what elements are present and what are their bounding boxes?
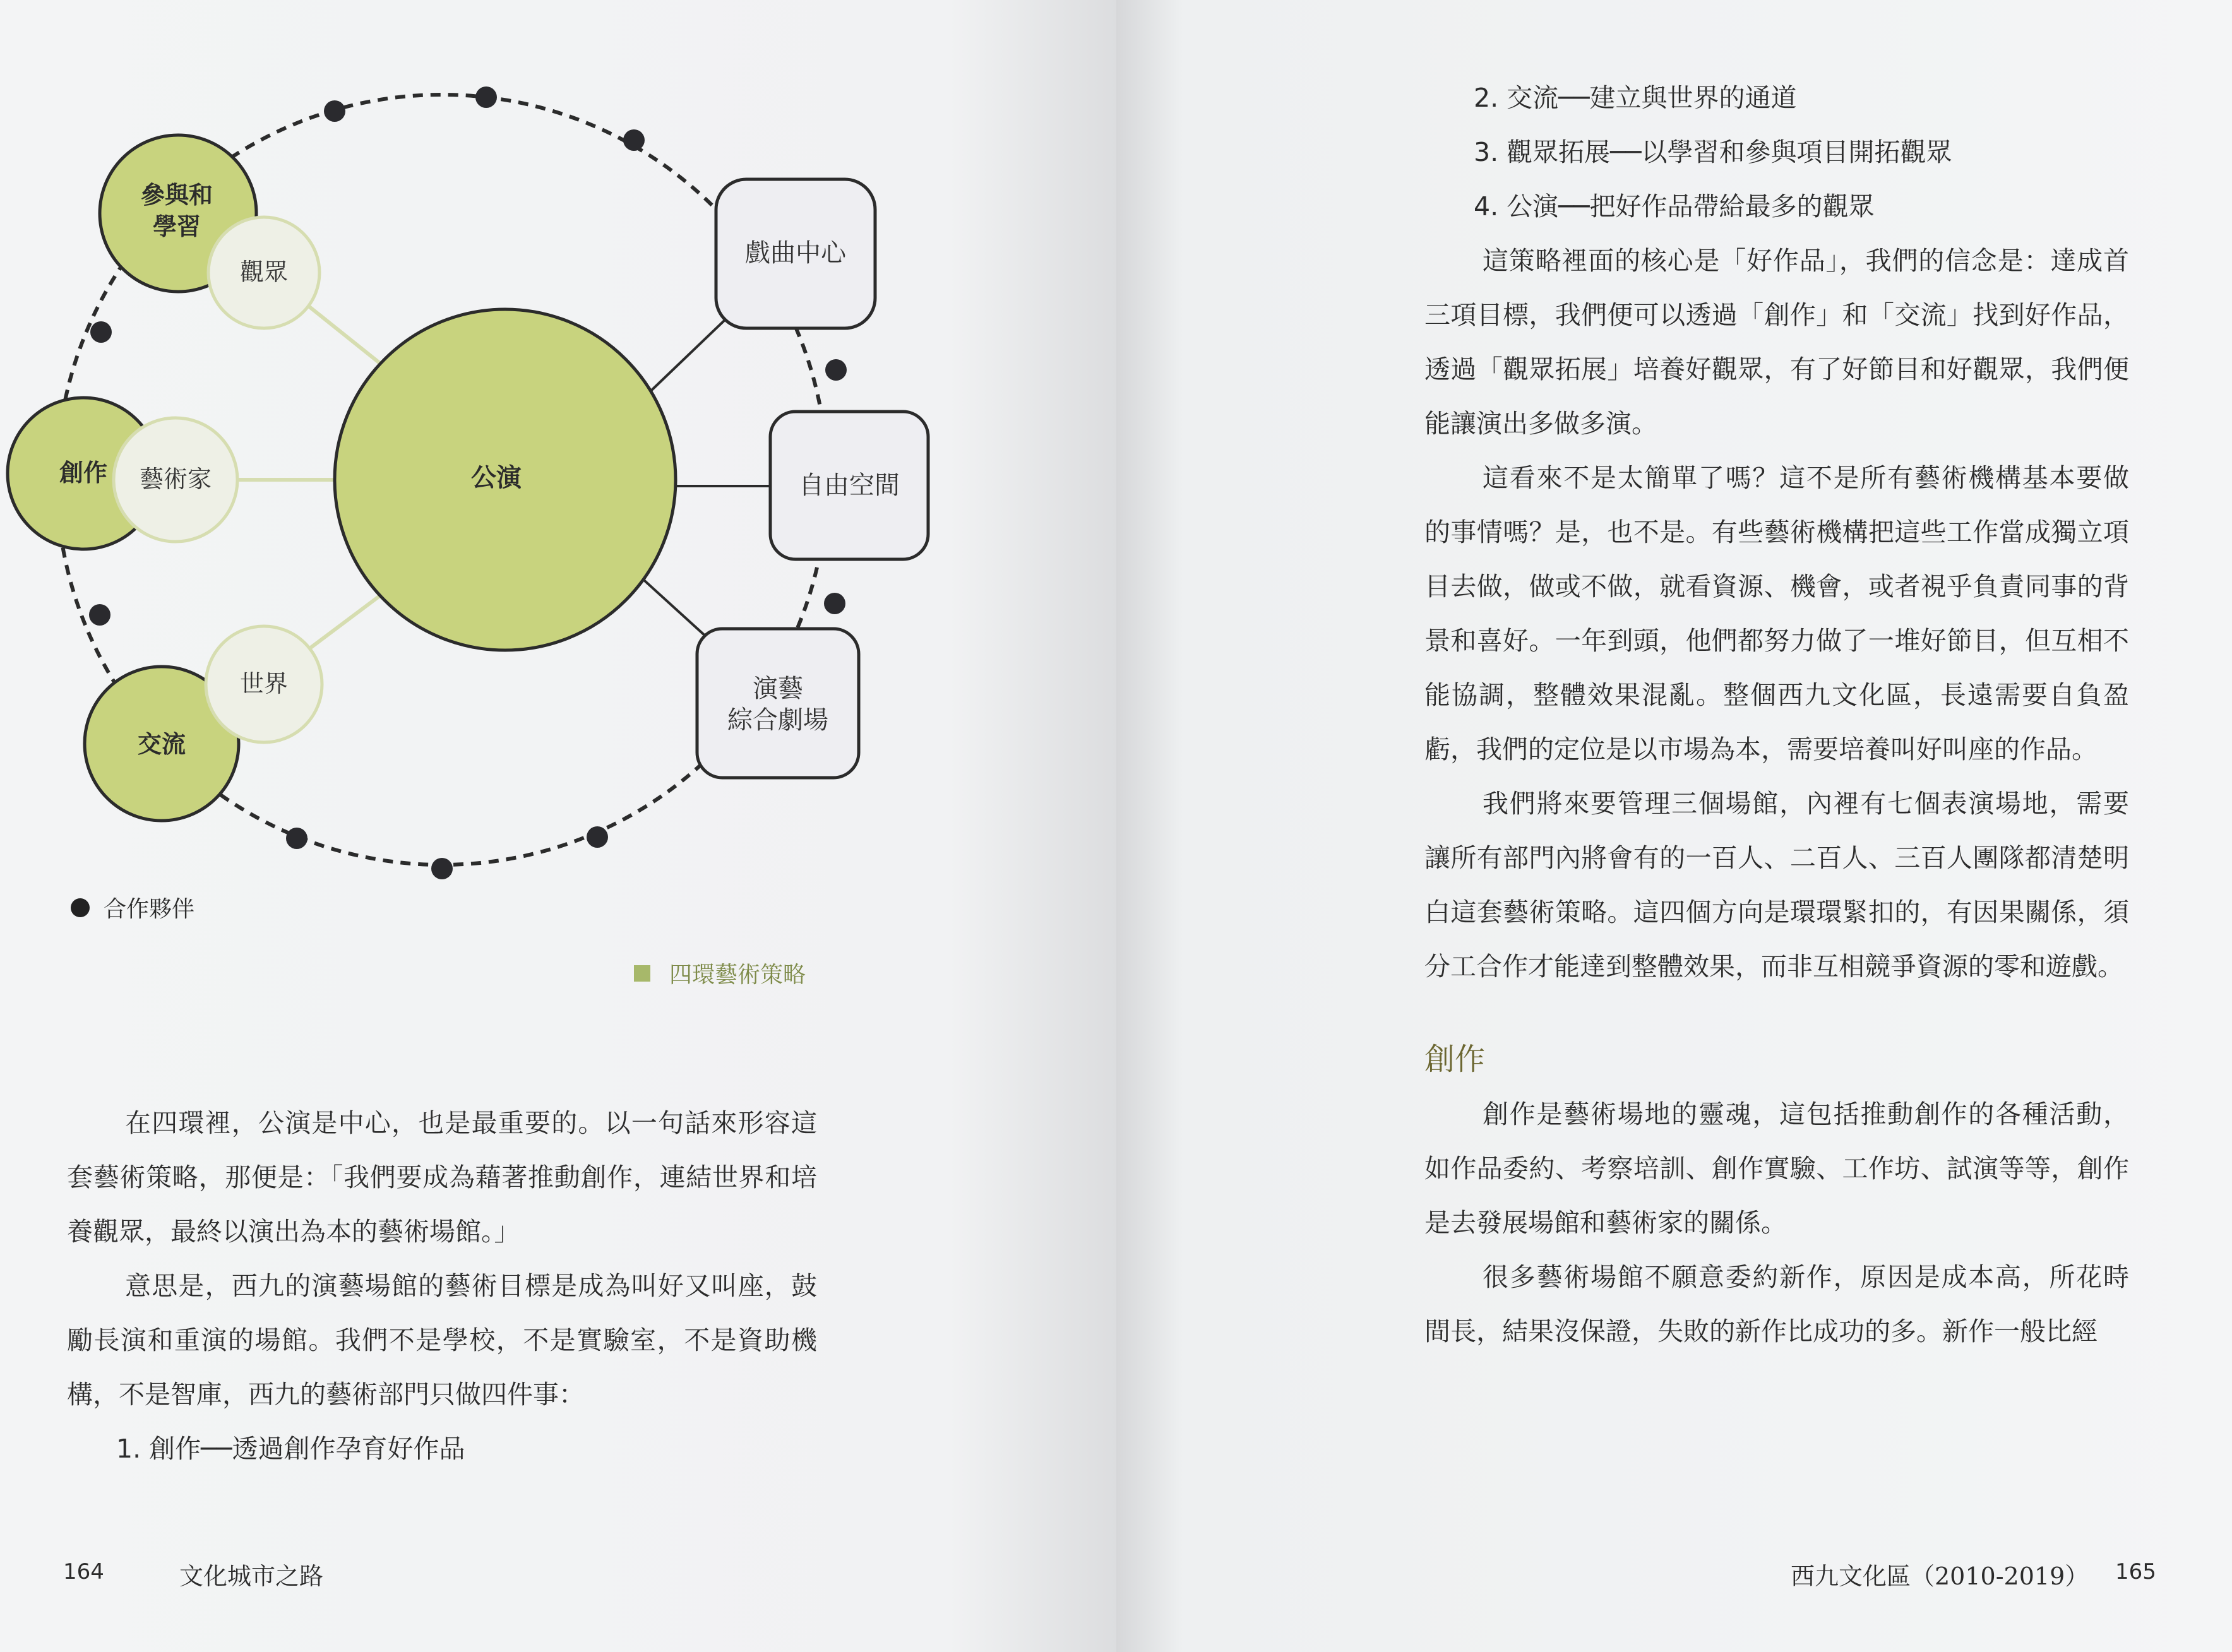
lyric-theatre-label-2: 綜合劇場 [727, 706, 828, 735]
paragraph: 創作是藝術場地的靈魂，這包括推動創作的各種活動，如作品委約、考察培訓、創作實驗、工作坊、試演等等，創作是去發展場館和藝術家的關係。 [1424, 1099, 2129, 1238]
partner-dot [89, 604, 110, 626]
right-page [1116, 0, 2232, 1652]
list-item: 4. 公演──把好作品帶給最多的觀眾 [1474, 191, 1875, 222]
lyric-theatre-box [697, 629, 859, 778]
four-ring-strategy-diagram [0, 0, 1116, 909]
partner-dot [825, 359, 847, 381]
legend [71, 891, 194, 924]
freespace-label: 自由空間 [799, 471, 900, 500]
partner-dot [587, 826, 608, 848]
page-number-right: 165 [2115, 1559, 2156, 1584]
partner-dot [286, 828, 307, 849]
list-item: 1. 創作──透過創作孕育好作品 [116, 1434, 465, 1464]
audience-label: 觀眾 [239, 258, 289, 286]
page-number-left: 164 [63, 1559, 104, 1584]
connector-xiqu [650, 319, 726, 391]
partner-legend-marker [71, 898, 90, 917]
exchange-label: 交流 [137, 730, 186, 758]
figure-caption [634, 957, 806, 989]
list-item: 2. 交流──建立與世界的通道 [1474, 83, 1797, 113]
legend-label: 合作夥伴 [104, 896, 195, 922]
caption-marker [634, 965, 650, 982]
paragraph: 很多藝術場館不願意委約新作，原因是成本高，所花時間長，結果沒保證，失敗的新作比成功的多。新作一般比經 [1424, 1262, 2129, 1346]
paragraph: 在四環裡，公演是中心，也是最重要的。以一句話來形容這套藝術策略，那便是：「我們要成為藉著推動創作，連結世界和培養觀眾，最終以演出為本的藝術場館。」 [67, 1108, 817, 1247]
xiqu-centre-label: 戲曲中心 [745, 239, 846, 268]
performance-label: 公演 [471, 463, 522, 492]
partner-dot [475, 86, 497, 108]
participation-label-2: 學習 [152, 213, 201, 241]
section-heading: 創作 [1424, 1042, 1486, 1077]
paragraph: 意思是，西九的演藝場館的藝術目標是成為叫好又叫座，鼓勵長演和重演的場館。我們不是學校，不是實驗室，不是資助機構，不是智庫，西九的藝術部門只做四件事： [67, 1271, 817, 1410]
left-body-text [67, 1096, 817, 1476]
partner-dot [90, 321, 112, 343]
list-item: 3. 觀眾拓展──以學習和參與項目開拓觀眾 [1474, 137, 1952, 167]
running-title-left: 文化城市之路 [179, 1562, 324, 1590]
running-title-right: 西九文化區（2010-2019） [1791, 1562, 2089, 1590]
connector-lyric [638, 574, 707, 638]
caption-text: 四環藝術策略 [669, 962, 806, 988]
partner-dot [431, 858, 453, 879]
paragraph: 我們將來要管理三個場館，內裡有七個表演場地，需要讓所有部門內將會有的一百人、二百人、三百人團隊都清楚明白這套藝術策略。這四個方向是環環緊扣的，有因果關係，須分工合作才能達到整體效果，而非互相競爭資源的零和遊戲。 [1424, 788, 2129, 982]
partner-dot [623, 129, 645, 151]
artist-label: 藝術家 [139, 465, 212, 493]
partner-dot [324, 100, 345, 122]
partner-dot [824, 593, 845, 614]
right-body-text [1424, 71, 2129, 1358]
paragraph: 這看來不是太簡單了嗎？這不是所有藝術機構基本要做的事情嗎？是，也不是。有些藝術機構把這些工作當成獨立項目去做，做或不做，就看資源、機會，或者視乎負責同事的背景和喜好。一年到頭，他們都努力做了一堆好節目，但互相不能協調，整體效果混亂。整個西九文化區，長遠需要自負盈虧，我們的定位是以市場為本，需要培養叫好叫座的作品。 [1424, 463, 2129, 764]
world-label: 世界 [239, 670, 289, 698]
paragraph: 這策略裡面的核心是「好作品」，我們的信念是：達成首三項目標，我們便可以透過「創作」和「交流」找到好作品，透過「觀眾拓展」培養好觀眾，有了好節目和好觀眾，我們便能讓演出多做多演。 [1424, 246, 2129, 439]
participation-label-1: 參與和 [140, 181, 213, 209]
lyric-theatre-label-1: 演藝 [753, 674, 803, 703]
creation-label: 創作 [59, 459, 108, 487]
